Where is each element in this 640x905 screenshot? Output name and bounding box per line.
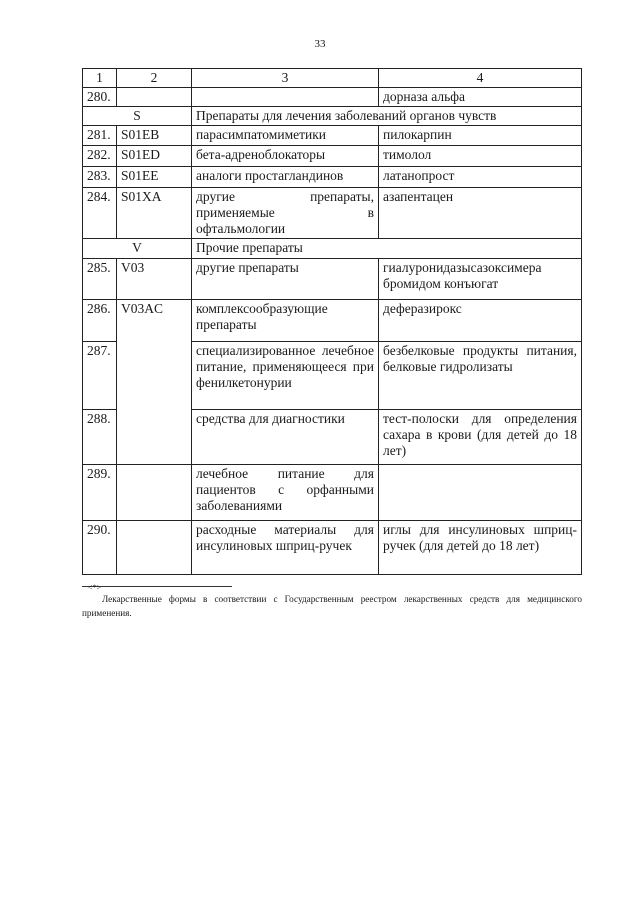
row-number: 285. <box>83 259 117 300</box>
row-number: 284. <box>83 188 117 239</box>
table-row <box>83 88 582 107</box>
header-col-1: 1 <box>83 69 117 88</box>
group-name: лечебное питание для пациентов с орфанными заболеваниями <box>192 465 379 521</box>
drug-name: пилокарпин <box>379 126 582 146</box>
atc-code: S01XA <box>117 188 192 239</box>
drug-name: тимолол <box>379 146 582 167</box>
atc-code: V03AC <box>117 300 192 465</box>
atc-code: V03 <box>117 259 192 300</box>
group-name: бета-адреноблокаторы <box>192 146 379 167</box>
row-number: 287. <box>83 342 117 410</box>
group-name: аналоги простагландинов <box>192 167 379 188</box>
group-name: парасимпатомиметики <box>192 126 379 146</box>
footnote-marker: <*> <box>88 583 102 592</box>
drug-name: азапентацен <box>379 188 582 239</box>
header-row <box>83 69 582 88</box>
atc-code: S01EB <box>117 126 192 146</box>
header-col-3: 3 <box>192 69 379 88</box>
section-row <box>83 239 582 259</box>
row-number: 280. <box>83 88 117 107</box>
section-row <box>83 107 582 126</box>
drug-list-table <box>82 68 582 575</box>
table-row <box>83 259 582 300</box>
atc-code <box>117 521 192 575</box>
drug-name <box>379 465 582 521</box>
drug-name: латанопрост <box>379 167 582 188</box>
group-name: средства для диагностики <box>192 410 379 465</box>
table-row <box>83 167 582 188</box>
drug-name: гиалуронидазысазоксимера бромидом конъюгат <box>379 259 582 300</box>
drug-name: дорназа альфа <box>379 88 582 107</box>
table-row <box>83 465 582 521</box>
section-code: S <box>83 107 192 126</box>
header-col-2: 2 <box>117 69 192 88</box>
group-name: специализированное лечебное питание, применяющееся при фенилкетонурии <box>192 342 379 410</box>
drug-name: деферазирокс <box>379 300 582 342</box>
group-name: другие препараты, применяемые в офтальмологии <box>192 188 379 239</box>
section-title: Препараты для лечения заболеваний органов чувств <box>192 107 582 126</box>
page-number: 33 <box>314 38 326 50</box>
group-name <box>192 88 379 107</box>
drug-name: иглы для инсулиновых шприц-ручек (для детей до 18 лет) <box>379 521 582 575</box>
row-number: 283. <box>83 167 117 188</box>
atc-code: S01EE <box>117 167 192 188</box>
group-name: комплексообразующие препараты <box>192 300 379 342</box>
atc-code <box>117 465 192 521</box>
table-row <box>83 521 582 575</box>
row-number: 282. <box>83 146 117 167</box>
row-number: 288. <box>83 410 117 465</box>
table-row <box>83 146 582 167</box>
atc-code: S01ED <box>117 146 192 167</box>
table-row <box>83 188 582 239</box>
drug-name: тест-полоски для определения сахара в крови (для детей до 18 лет) <box>379 410 582 465</box>
row-number: 281. <box>83 126 117 146</box>
footnote-divider <box>82 586 232 587</box>
footnote-text: Лекарственные формы в соответствии с Государственным реестром лекарственных средств для медицинского применения. <box>82 594 582 618</box>
row-number: 286. <box>83 300 117 342</box>
section-code: V <box>83 239 192 259</box>
table-row <box>83 126 582 146</box>
header-col-4: 4 <box>379 69 582 88</box>
table-row <box>83 300 582 342</box>
section-title: Прочие препараты <box>192 239 582 259</box>
row-number: 290. <box>83 521 117 575</box>
group-name: расходные материалы для инсулиновых шприц-ручек <box>192 521 379 575</box>
atc-code <box>117 88 192 107</box>
row-number: 289. <box>83 465 117 521</box>
group-name: другие препараты <box>192 259 379 300</box>
drug-name: безбелковые продукты питания, белковые гидролизаты <box>379 342 582 410</box>
